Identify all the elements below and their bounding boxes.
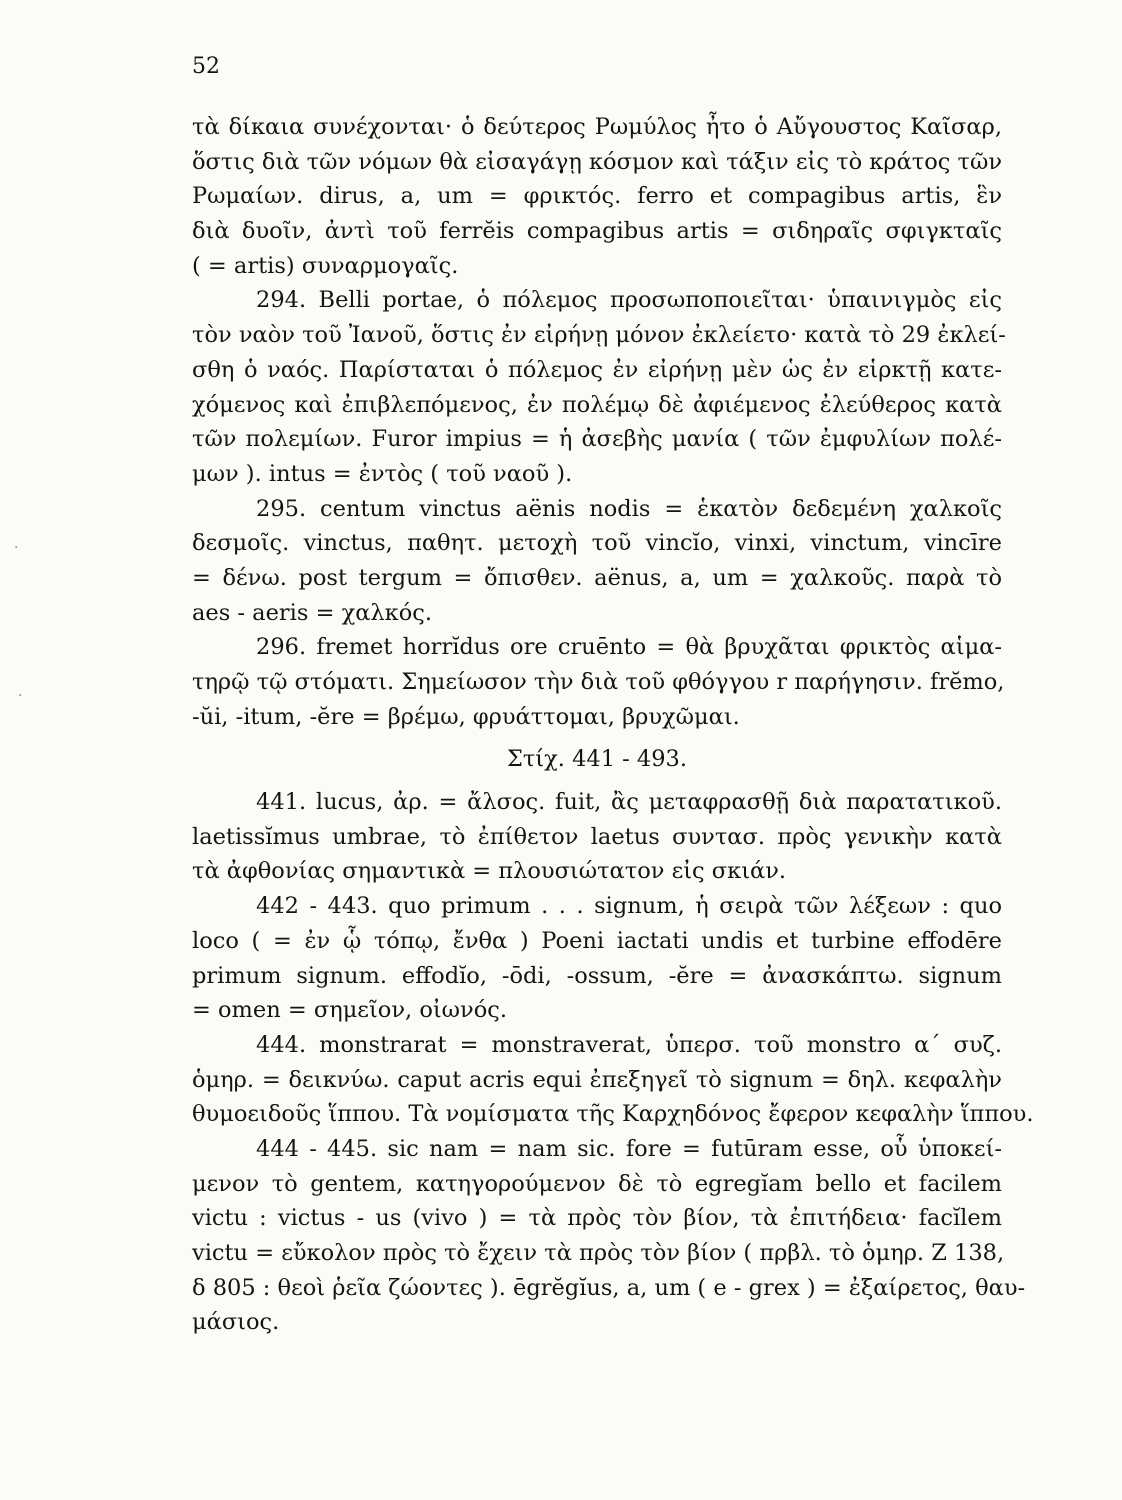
- text-line: μάσιος.: [192, 1309, 280, 1336]
- text-line: ( = artis) συναρμογαῖς.: [192, 252, 459, 279]
- text-line: μων ). intus = ἐντὸς ( τοῦ ναοῦ ).: [192, 460, 573, 487]
- text-line: 441. lucus, ἀρ. = ἄλσος. fuit, ἂς μεταφρασθῇ διὰ παρατατικοῦ.: [256, 789, 1002, 816]
- text-line: victu = εὔκολον πρὸς τὸ ἔχειν τὰ πρὸς τὸν βίον ( πρβλ. τὸ ὁμηρ. Ζ 138,: [192, 1240, 1005, 1266]
- commentary-text: [192, 110, 1034, 1340]
- text-line: Ρωμαίων. dirus, a, um = φρικτός. ferro et compagibus artis, ἓν: [192, 183, 1002, 210]
- text-line: τηρῷ τῷ στόματι. Σημείωσον τὴν διὰ τοῦ φθόγγου r παρήγησιν. frĕmo,: [192, 669, 1005, 695]
- text-line: loco ( = ἐν ᾧ τόπῳ, ἔνθα ) Poeni iactati undis et turbine effodēre: [192, 927, 1002, 954]
- text-line: victu : victus - us (vivo ) = τὰ πρὸς τὸν βίον, τὰ ἐπιτήδεια· facĭlem: [192, 1205, 1002, 1232]
- text-line: 442 - 443. quo primum . . . signum, ἡ σειρὰ τῶν λέξεων : quo: [256, 893, 1002, 920]
- text-line: = δένω. post tergum = ὄπισθεν. aënus, a, um = χαλκοῦς. παρὰ τὸ: [192, 564, 1002, 591]
- text-line: laetissĭmus umbrae, τὸ ἐπίθετον laetus συντασ. πρὸς γενικὴν κατὰ: [192, 823, 1002, 850]
- section-heading: Στίχ. 441 - 493.: [506, 746, 688, 773]
- margin-dot: ·: [18, 688, 23, 704]
- text-line: δεσμοῖς. vinctus, παθητ. μετοχὴ τοῦ vincĭo, vinxi, vinctum, vincīre: [192, 530, 1002, 557]
- page-number: 52: [192, 54, 220, 79]
- text-line: 444 - 445. sic nam = nam sic. fore = futūram esse, οὗ ὑποκεί-: [256, 1135, 1002, 1162]
- margin-dot: ·: [14, 540, 19, 556]
- text-line: 294. Belli portae, ὁ πόλεμος προσωποποιεῖται· ὑπαινιγμὸς εἰς: [256, 287, 1002, 314]
- text-line: primum signum. effodĭo, -ōdi, -ossum, -ĕre = ἀνασκάπτω. signum: [192, 962, 1002, 989]
- text-line: θυμοειδοῦς ἵππου. Τὰ νομίσματα τῆς Καρχηδόνος ἔφερον κεφαλὴν ἵππου.: [192, 1101, 1034, 1128]
- text-line: τὰ ἀφθονίας σημαντικὰ = πλουσιώτατον εἰς σκιάν.: [192, 858, 787, 885]
- text-line: δ 805 : θεοὶ ῥεῖα ζώοντες ). ēgrĕgĭus, a, um ( e - grex ) = ἐξαίρετος, θαυ-: [192, 1274, 1026, 1301]
- text-line: aes - aeris = χαλκός.: [192, 599, 433, 626]
- text-line: τὰ δίκαια συνέχονται· ὁ δεύτερος Ρωμύλος ἦτο ὁ Αὔγουστος Καῖσαρ,: [192, 114, 1002, 140]
- text-line: τὸν ναὸν τοῦ Ἰανοῦ, ὅστις ἐν εἰρήνῃ μόνον ἐκλείετο· κατὰ τὸ 29 ἐκλεί-: [192, 322, 1006, 349]
- text-line: 295. centum vinctus aënis nodis = ἑκατὸν δεδεμένη χαλκοῖς: [256, 495, 1002, 522]
- text-line: = omen = σημεῖον, οἰωνός.: [192, 997, 508, 1024]
- text-line: τῶν πολεμίων. Furor impius = ἡ ἀσεβὴς μανία ( τῶν ἐμφυλίων πολέ-: [192, 426, 1002, 453]
- text-line: μενον τὸ gentem, κατηγορούμενον δὲ τὸ egregĭam bello et facilem: [192, 1170, 1002, 1197]
- text-line: 296. fremet horrĭdus ore cruēnto = θὰ βρυχᾶται φρικτὸς αἱμα-: [256, 634, 1002, 661]
- text-line: -ŭi, -itum, -ĕre = βρέμω, φρυάττομαι, βρυχῶμαι.: [192, 703, 740, 730]
- text-line: σθη ὁ ναός. Παρίσταται ὁ πόλεμος ἐν εἰρήνῃ μὲν ὡς ἐν εἱρκτῇ κατε-: [192, 356, 1002, 383]
- text-line: 444. monstrarat = monstraverat, ὑπερσ. τοῦ monstro α΄ συζ.: [256, 1031, 1002, 1058]
- text-line: διὰ δυοῖν, ἀντὶ τοῦ ferrĕis compagibus artis = σιδηραῖς σφιγκταῖς: [192, 218, 1002, 245]
- text-line: χόμενος καὶ ἐπιβλεπόμενος, ἐν πολέμῳ δὲ ἀφιέμενος ἐλεύθερος κατὰ: [192, 391, 1002, 418]
- text-line: ὁμηρ. = δεικνύω. caput acris equi ἐπεξηγεῖ τὸ signum = δηλ. κεφαλὴν: [192, 1066, 1002, 1093]
- text-line: ὅστις διὰ τῶν νόμων θὰ εἰσαγάγῃ κόσμον καὶ τάξιν εἰς τὸ κράτος τῶν: [192, 148, 1002, 175]
